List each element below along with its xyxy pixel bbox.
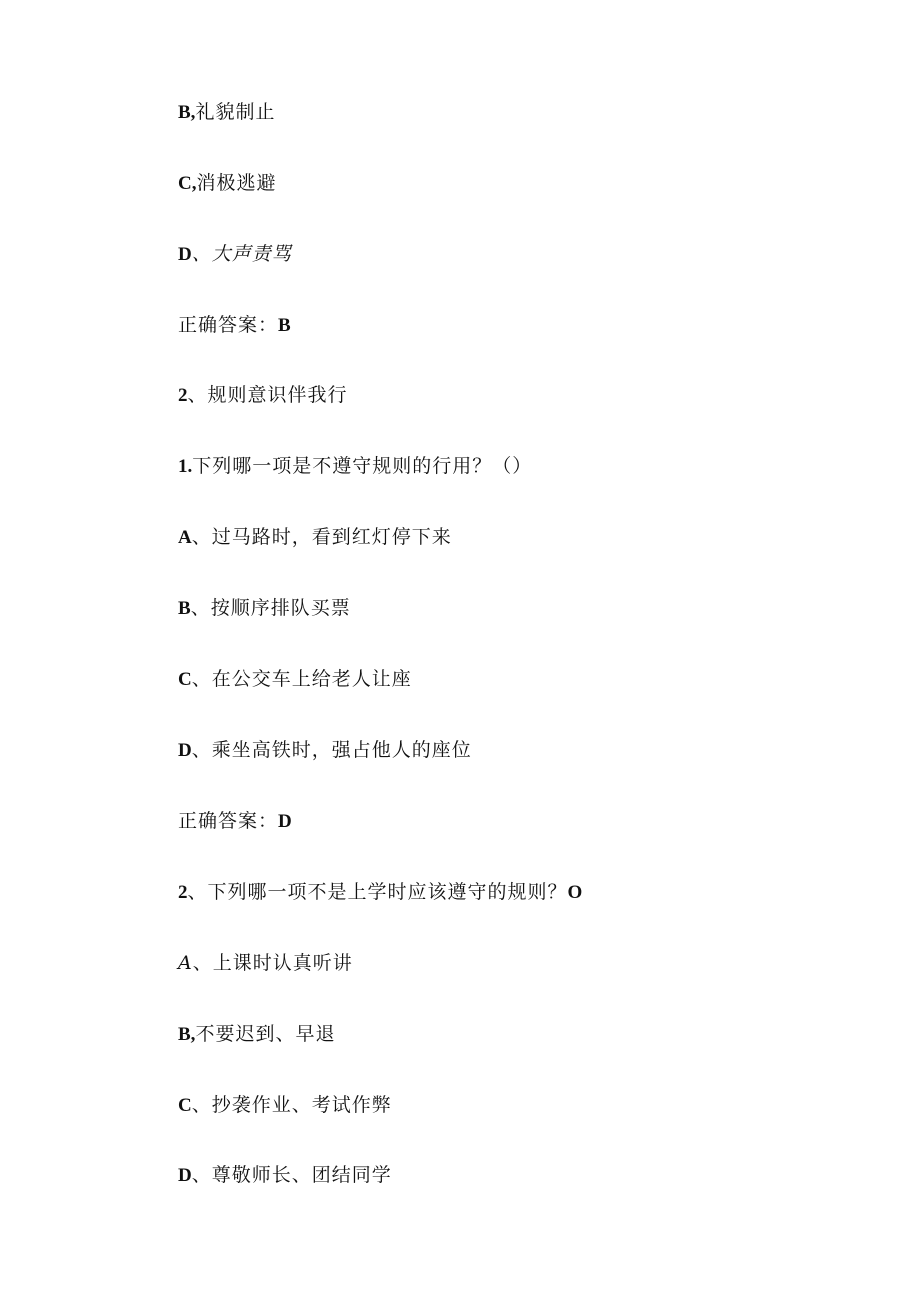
option-d-line <box>178 737 472 764</box>
option-text: 不要迟到、早退 <box>195 1023 336 1045</box>
option-a-line <box>178 950 353 976</box>
question-line <box>178 453 532 480</box>
option-text: 消极逃避 <box>196 172 277 194</box>
option-c-line <box>178 666 412 693</box>
answer-line <box>178 808 293 835</box>
answer-label: 正确答案： <box>178 314 279 336</box>
option-letter: D <box>178 244 192 265</box>
option-letter: B, <box>178 102 196 123</box>
option-letter: C <box>178 1095 192 1116</box>
option-c-line <box>178 170 277 197</box>
answer-value: B <box>278 315 292 336</box>
option-text: 、尊敬师长、团结同学 <box>191 1164 392 1186</box>
question-text: 、下列哪一项不是上学时应该遵守的规则？ <box>187 881 568 903</box>
option-text: 、大声责骂 <box>191 243 292 265</box>
option-text: 、抄袭作业、考试作弊 <box>191 1094 392 1116</box>
option-letter: C <box>178 669 192 690</box>
option-d-line <box>178 241 292 268</box>
option-letter: A <box>178 527 192 548</box>
question-number: 2 <box>178 882 188 903</box>
option-c-line <box>178 1092 392 1119</box>
option-text: 、按顺序排队买票 <box>190 597 351 619</box>
option-letter: B <box>178 598 191 619</box>
option-b-line <box>178 1021 335 1048</box>
option-a-line <box>178 524 452 551</box>
option-letter: D <box>178 1165 192 1186</box>
section-number: 2 <box>178 385 188 406</box>
answer-value: D <box>278 811 293 832</box>
question-number: 1. <box>178 456 193 477</box>
option-text: 、乘坐高铁时，强占他人的座位 <box>191 739 472 761</box>
section-title: 、规则意识伴我行 <box>187 384 348 406</box>
option-letter: D <box>178 740 192 761</box>
option-text: 、在公交车上给老人让座 <box>191 668 412 690</box>
section-heading <box>178 382 348 409</box>
option-letter: B, <box>178 1024 196 1045</box>
question-trailing-mark: O <box>567 882 584 903</box>
option-letter: A <box>178 952 193 974</box>
option-d-line <box>178 1162 392 1189</box>
option-text: 礼貌制止 <box>195 101 276 123</box>
question-line <box>178 879 583 906</box>
option-text: 、过马路时，看到红灯停下来 <box>191 526 452 548</box>
option-text: 、上课时认真听讲 <box>192 952 353 974</box>
option-b-line <box>178 99 275 126</box>
option-letter: C, <box>178 173 197 194</box>
answer-line <box>178 312 292 339</box>
option-b-line <box>178 595 351 622</box>
answer-label: 正确答案： <box>178 810 279 832</box>
question-text: 下列哪一项是不遵守规则的行用？（） <box>192 455 533 477</box>
